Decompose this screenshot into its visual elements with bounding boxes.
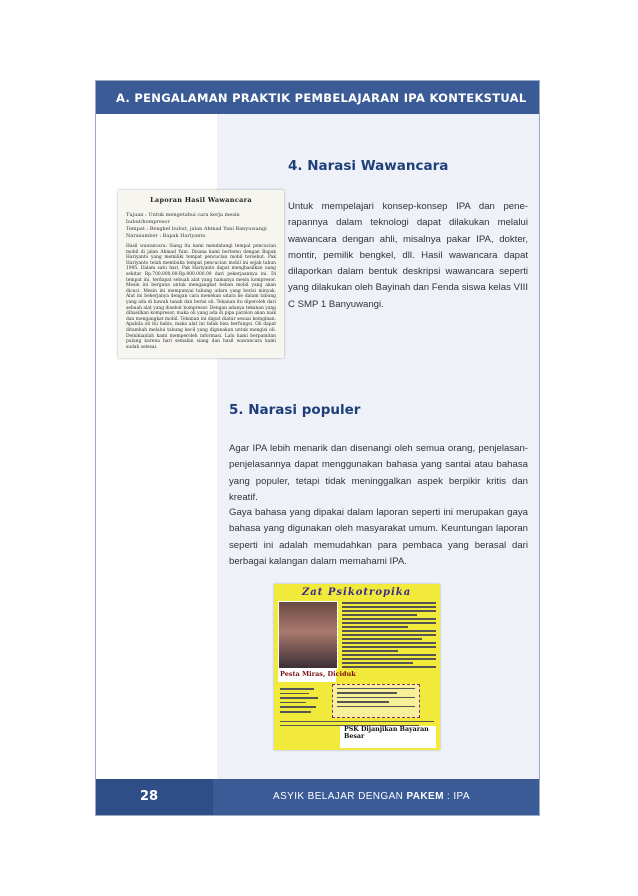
footer-prefix: ASYIK BELAJAR DENGAN xyxy=(273,791,407,802)
footer-bold: PAKEM xyxy=(406,791,444,802)
interview-report-scan xyxy=(118,190,284,358)
scan-line: Tujuan : Untuk mengetahui cara kerja mesin bubut/kompresor xyxy=(126,212,240,225)
footer-suffix: : IPA xyxy=(443,791,470,802)
section-5-paragraph-1: Agar IPA lebih menarik dan disenangi oleh semua orang, penjelasan-penjelasannya dapat menggunakan bahasa yang santai atau bahasa yang populer, tetapi tidak meninggalkan aspek berpikir kritis dan kreatif. xyxy=(229,443,528,503)
scan-title: Laporan Hasil Wawancara xyxy=(150,196,252,204)
collage-photo xyxy=(278,601,338,669)
section-4-title: 4. Narasi Wawancara xyxy=(288,158,449,174)
scan-body: Hasil wawancara: Siang itu kami mendatangi tempat pencucian mobil di jalan Ahmad Yani. Disana kami bertemu dengan Bapak Hariyanto yang memiliki tempat pencucian mobil tersebut. Pak Hariyanto telah membuka tempat pencucian mobil ini sejak tahun 1995. Dalam satu hari, Pak Hariyanto dapat menghasilkan uang sekitar Rp.700.000,00-Rp.800.000,00 dari pekerjaannya ini. Di tempat ini, terdapat sebuah alat yang namanya mesin kompresor. Mesin ini berguna untuk mengangkat beban mobil yang akan dicuci. Mesin ini mempunyai tabung udara yang berisi minyak. Alat ini bekerjanya dengan cara menekan udara ke dalam tabung yang ada di bawah tanah dan berisi oli. Tekanan itu diperoleh dari sebuah alat yang disebut kompresor. Dengan adanya tekanan yang dihasilkan kompresor, maka oli yang ada di pipa paralon akan naik dan mengangkat mobil. Tekanan ini dapat diatur sesuai keinginan. Apabila oli itu habis, maka alat ini tidak bisa berfungsi. Oli dapat ditambah melalui tabung kecil yang digunakan untuk mengisi oli. Demikianlah kami memperoleh informasi. Lalu kami berpamitan pulang karena hari semakin siang dan hasil wawancara kami sudah selesai. xyxy=(126,244,276,350)
collage-text-column xyxy=(342,600,436,684)
collage-list xyxy=(280,685,328,716)
header-title: A. PENGALAMAN PRAKTIK PEMBELAJARAN IPA KONTEKSTUAL xyxy=(116,91,527,105)
section-5-paragraph-2: Gaya bahasa yang dipakai dalam laporan seperti ini merupakan gaya bahasa yang digunakan oleh masyarakat umum. Keuntungan laporan seperti ini adalah memudahkan para pembaca yang berasal dari berbagai kalangan dalam memahami IPA. xyxy=(229,507,528,567)
collage-title: Zat Psikotropika xyxy=(302,587,412,598)
scan-line: Narasumber : Bapak Hariyanto xyxy=(126,233,206,239)
news-headline: PSK Dijanjikan Bayaran Besar xyxy=(344,726,429,740)
popular-narrative-collage xyxy=(274,584,440,750)
footer-title xyxy=(273,791,470,802)
section-4-paragraph: Untuk mempelajari konsep-konsep IPA dan pene-rapannya dalam teknologi dapat dilakukan melalui wawancara dengan ahli, misalnya pakar IPA, dokter, montir, pemilik bengkel, dll. Hasil wawancara dapat dilaporkan dalam bentuk deskripsi wawancara seperti yang dilakukan oleh Bayinah dan Fenda siswa kelas VIII C SMP 1 Banyuwangi. xyxy=(288,201,528,310)
scan-line: Tempat : Bengkel bubut, jalan Ahmad Yani Banyuwangi xyxy=(126,226,267,232)
collage-photo-caption: Pesta Miras, Diciduk xyxy=(280,670,356,678)
section-5-title: 5. Narasi populer xyxy=(229,402,361,418)
collage-note-box xyxy=(332,684,420,718)
page-number: 28 xyxy=(140,789,159,804)
